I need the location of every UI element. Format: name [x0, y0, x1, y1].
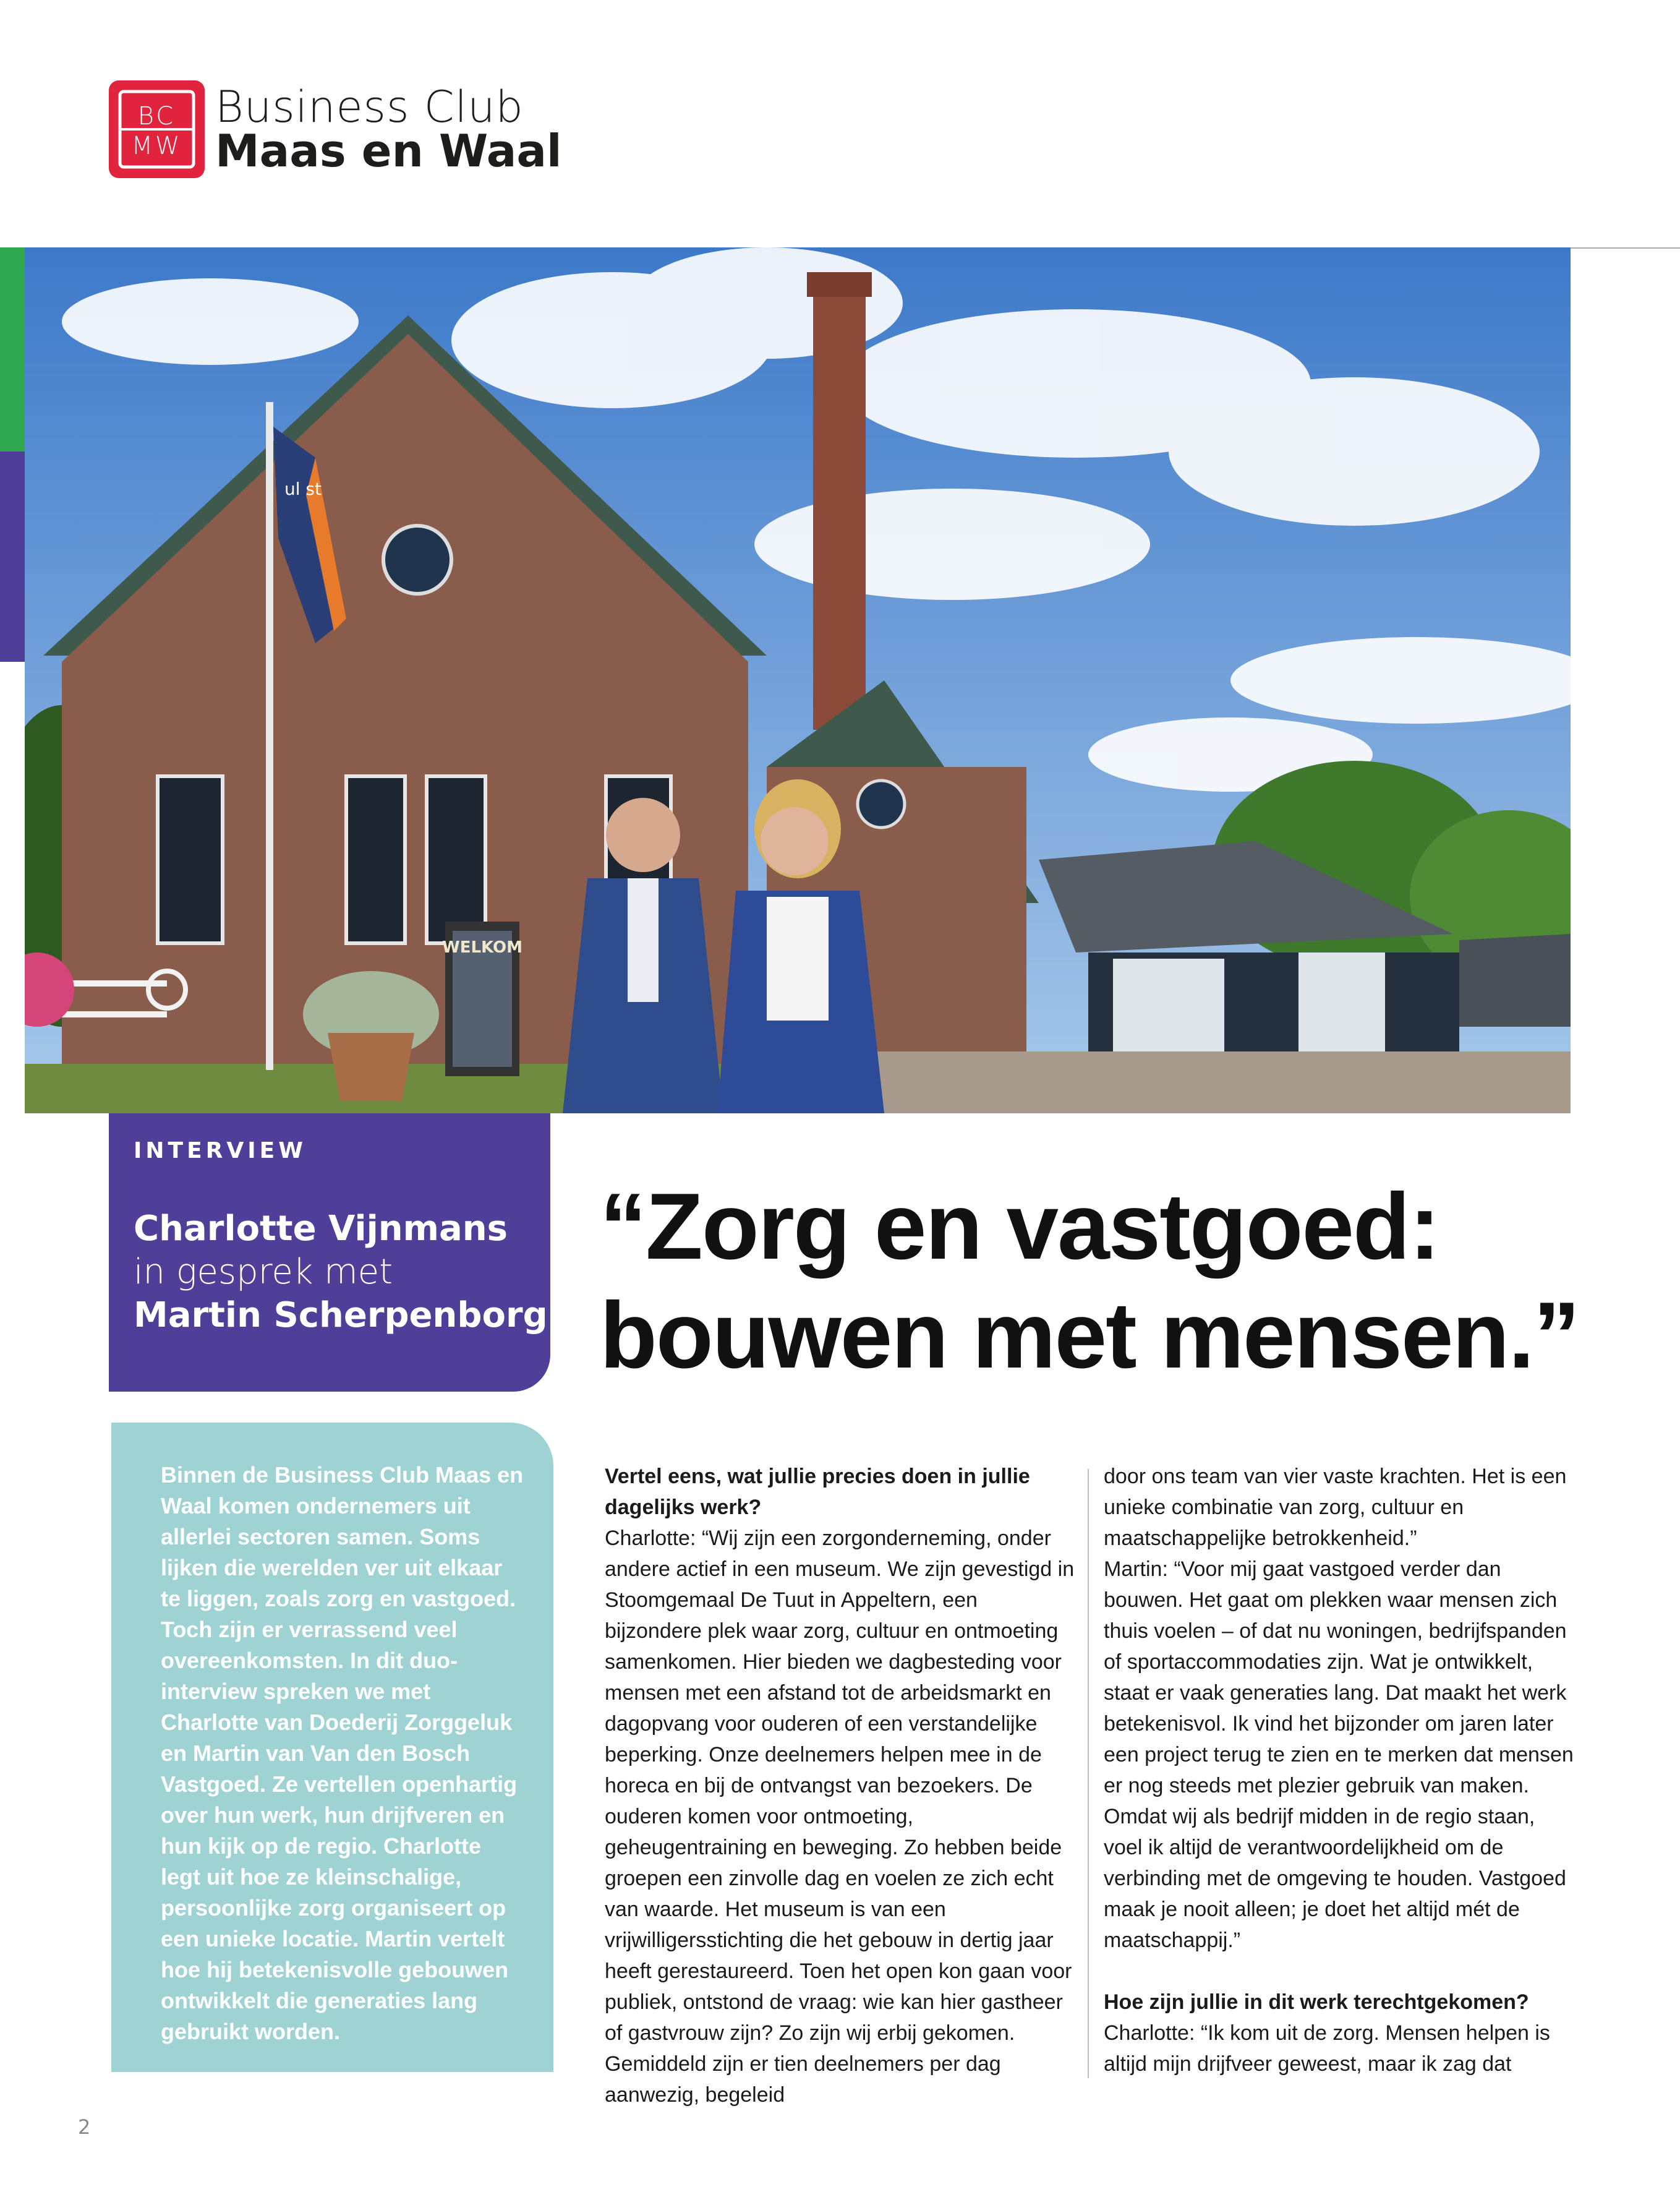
answer-3: Charlotte: “Ik kom uit de zorg. Mensen helpen is altijd mijn drijfveer geweest, maar ik zag dat: [1104, 2021, 1550, 2076]
body-column-right: [1104, 1461, 1574, 2079]
accent-bar-green: [0, 247, 25, 452]
headline-line2: bouwen met mensen.”: [600, 1283, 1579, 1388]
logo-mark: [109, 80, 205, 178]
chimney: [813, 285, 866, 730]
flagpole: [266, 402, 273, 1070]
connector-text: in gesprek met: [134, 1252, 393, 1292]
question-2: Hoe zijn jullie in dit werk terechtgekomen?: [1104, 1990, 1529, 2014]
logo-name-line1: Business Club: [215, 82, 524, 132]
answer-1-continued: door ons team van vier vaste krachten. Het is een unieke combinatie van zorg, cultuur en maatschappelijke betrokkenheid.”: [1104, 1465, 1567, 1550]
interview-box: [109, 1113, 550, 1392]
body-column-left: [605, 1461, 1075, 2110]
hero-photo: [25, 247, 1571, 1113]
paragraph-gap: [1104, 1956, 1574, 1987]
accent-bar-purple: [0, 452, 25, 662]
interviewee-name: Martin Scherpenborg: [134, 1295, 548, 1335]
photo-illustration: [25, 247, 1571, 1113]
headline-line1: “Zorg en vastgoed:: [600, 1174, 1439, 1279]
intro-text: Binnen de Business Club Maas en Waal komen ondernemers uit allerlei sectoren samen. Soms lijken die werelden ver uit elkaar te liggen, zoals zorg en vastgoed. Toch zijn er verrassend veel overeenkomsten. In dit duo-interview spreken we met Charlotte van Doederij Zorggeluk en Martin van Van den Bosch Vastgoed. Ze vertellen openhartig over hun werk, hun drijfveren en hun kijk op de regio. Charlotte legt uit hoe ze kleinschalige, persoonlijke zorg organiseert op een unieke locatie. Martin vertelt hoe hij betekenisvolle gebouwen ontwikkelt die generaties lang gebruikt worden.: [161, 1462, 524, 2044]
page-number: 2: [78, 2115, 91, 2139]
answer-2: Martin: “Voor mij gaat vastgoed verder dan bouwen. Het gaat om plekken waar mensen zich thuis voelen – of dat nu woningen, bedrijfspanden of sportaccommodaties zijn. Wat je ontwikkelt, staat er vaak generaties lang. Dat maakt het werk betekenisvol. Ik vind het bijzonder om jaren later een project terug te zien en te merken dat mensen er nog steeds met plezier gebruik van maken. Omdat wij als bedrijf midden in de regio staan, voel ik altijd de verantwoordelijkheid om de verbinding met de omgeving te houden. Vastgoed maak je nooit alleen; je doet het altijd mét de maatschappij.”: [1104, 1557, 1574, 1952]
interview-names: [134, 1207, 548, 1337]
question-1: Vertel eens, wat jullie precies doen in jullie dagelijks werk?: [605, 1465, 1030, 1519]
header-rule: [1571, 247, 1680, 249]
interviewer-name: Charlotte Vijnmans: [134, 1209, 508, 1249]
section-label: INTERVIEW: [134, 1138, 307, 1163]
answer-1: Charlotte: “Wij zijn een zorgonderneming, onder andere actief in een museum. We zijn gevestigd in Stoomgemaal De Tuut in Appeltern, een bijzondere plek waar zorg, cultuur en ontmoeting samenkomen. Hier bieden we dagbesteding voor mensen met een afstand tot de arbeidsmarkt en dagopvang voor ouderen of een verstandelijke beperking. Onze deelnemers helpen mee in de horeca en bij de ontvangst van bezoekers. De ouderen komen voor ontmoeting, geheugentraining en beweging. Zo hebben beide groepen een zinvolle dag en voelen ze zich echt van waarde. Het museum is van een vrijwilligersstichting die het gebouw in dertig jaar heeft gerestaureerd. Toen het open kon gaan voor publiek, ontstond de vraag: wie kan hier gastheer of gastvrouw zijn? Zo zijn wij erbij gekomen. Gemiddeld zijn er tien deelnemers per dag aanwezig, begeleid: [605, 1526, 1075, 2107]
article-headline: [600, 1172, 1579, 1390]
column-divider: [1088, 1469, 1089, 2078]
logo-name-line2: Maas en Waal: [215, 125, 562, 177]
svg-text:WELKOM: WELKOM: [442, 938, 522, 957]
svg-text:ul st: ul st: [284, 479, 322, 499]
logo-mark-text: BC MW: [131, 102, 182, 160]
intro-box: [111, 1423, 553, 2072]
